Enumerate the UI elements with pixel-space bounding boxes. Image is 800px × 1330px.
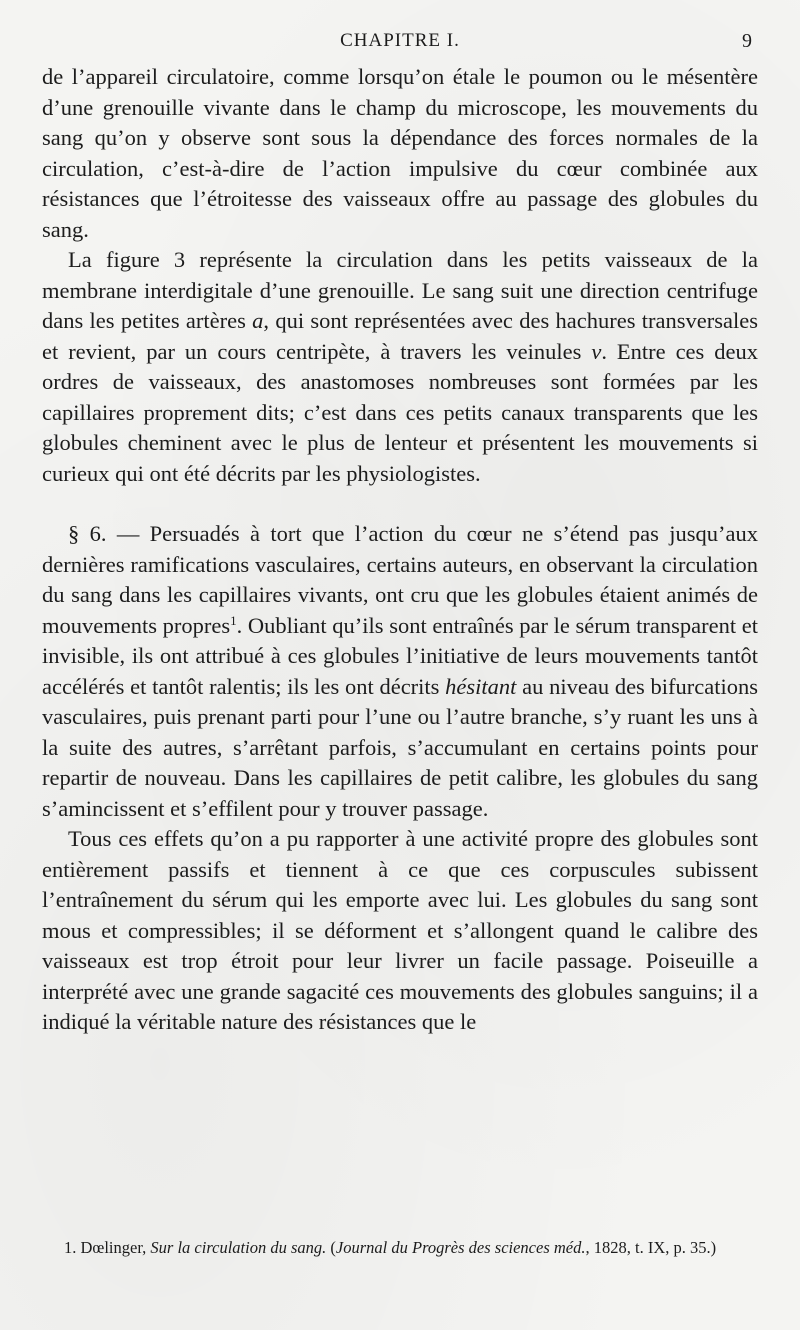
- paragraph-2-text-c: . Entre ces deux ordres de vaisseaux, des anastomoses nombreuses sont formées par les capillaires proprement dits; c’est dans ces petits canaux transparents que les globules cheminent avec le plus de lenteur et présentent les mouvements si curieux qui ont été décrits par les physiologistes.: [42, 338, 758, 486]
- variable-a: a: [252, 308, 264, 333]
- paragraph-2-text-a: La figure 3 représente la circulation dans les petits vaisseaux de la membrane interdigitale d’une grenouille. Le sang suit une direction centrifuge dans les petites artères: [42, 247, 758, 333]
- footnote-1: [42, 1236, 758, 1260]
- paragraph-2: [42, 245, 758, 489]
- variable-v: v: [591, 338, 602, 364]
- running-head: [42, 30, 758, 56]
- footnote-journal: Journal du Progrès des sciences méd.: [335, 1238, 586, 1257]
- paragraph-1: [42, 62, 758, 245]
- footnote-reference[interactable]: 1: [230, 612, 237, 628]
- paragraph-3: [42, 519, 758, 824]
- paragraph-2-text-b: , qui sont représentées avec des hachures transversales et revient, par un cours centripète, à travers les veinules: [42, 308, 758, 364]
- paragraph-3-text-a: § 6. — Persuadés à tort que l’action du cœur ne s’étend pas jusqu’aux dernières ramifications vasculaires, certains auteurs, en observant la circulation du sang dans les capillaires vivants, ont cru que les globules étaient animés de mouvements propres: [42, 521, 758, 638]
- page-number: 9: [742, 30, 752, 52]
- paragraph-1-text: de l’appareil circulatoire, comme lorsqu’on étale le poumon ou le mésentère d’une grenouille vivante dans le champ du microscope, les mouvements du sang qu’on y observe sont sous la dépendance des forces normales de la circulation, c’est-à-dire de l’action impulsive du cœur combinée aux résistances que l’étroitesse des vaisseaux offre au passage des globules du sang.: [42, 64, 758, 242]
- paragraph-3-text-c: au niveau des bifurcations vasculaires, puis prenant parti pour l’une ou l’autre branche, s’y ruant les uns à la suite des autres, s’arrêtant parfois, s’accumulant en certains points pour repartir de nouveau. Dans les capillaires de petit calibre, les globules du sang s’amincissent et s’effilent pour y trouver passage.: [42, 673, 758, 821]
- footnote-separator: (: [326, 1238, 336, 1257]
- italic-word: hésitant: [445, 673, 517, 699]
- footnote-title: Sur la circulation du sang.: [150, 1238, 327, 1257]
- footnote-rest: , 1828, t. IX, p. 35.): [585, 1238, 717, 1257]
- chapter-title: CHAPITRE I.: [340, 30, 460, 51]
- footnote-lead: 1. Dœlinger,: [64, 1238, 151, 1257]
- paragraph-4-text: Tous ces effets qu’on a pu rapporter à une activité propre des globules sont entièrement passifs et tiennent à ce que ces corpuscules subissent l’entraînement du sérum qui les emporte avec lui. Les globules du sang sont mous et compressibles; il se déforment et s’allongent quand le calibre des vaisseaux est trop étroit pour leur livrer un facile passage. Poiseuille a interprété avec une grande sagacité ces mouvements des globules sanguins; il a indiqué la véritable nature des résistances que le: [42, 826, 758, 1034]
- paragraph-3-text-b: . Oubliant qu’ils sont entraînés par le sérum transparent et invisible, ils ont attribué à ces globules l’initiative de leurs mouvements tantôt accélérés et tantôt ralentis; ils les ont décrits: [42, 612, 758, 699]
- body-text: [42, 62, 758, 1038]
- footnote: [42, 1236, 758, 1260]
- paragraph-4: [42, 824, 758, 1038]
